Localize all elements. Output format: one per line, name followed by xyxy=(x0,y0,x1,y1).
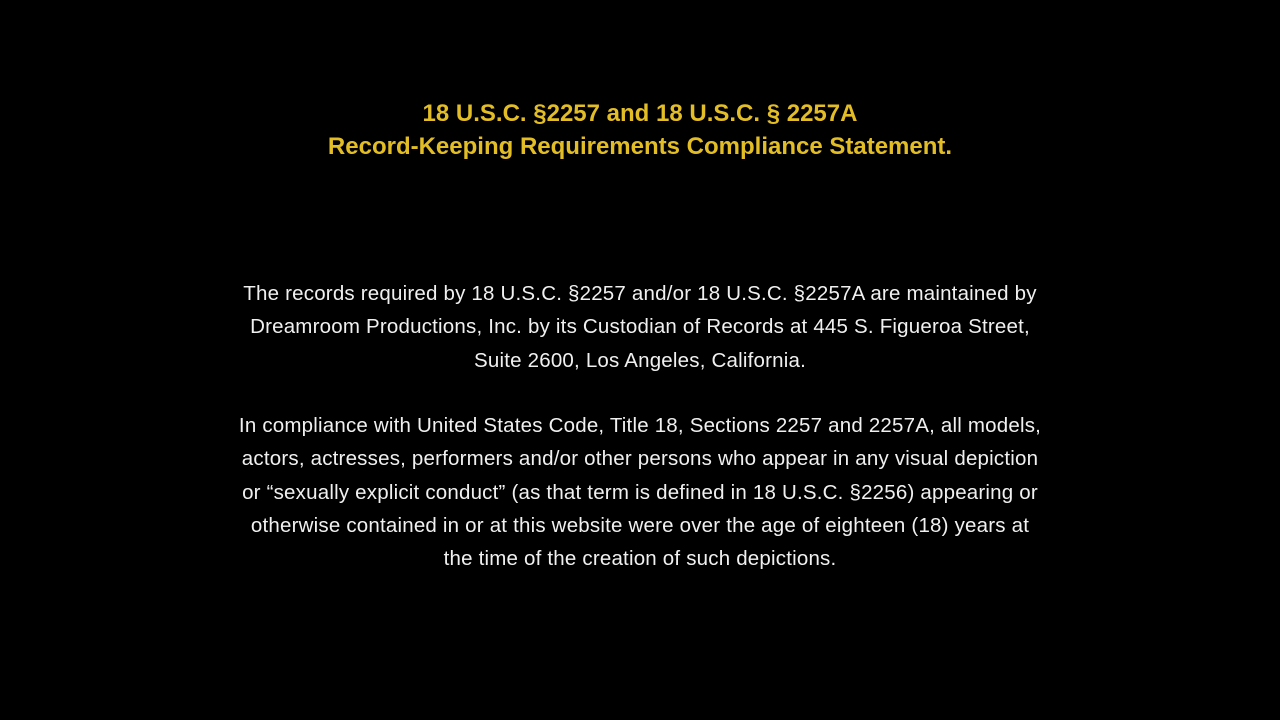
age-compliance-paragraph xyxy=(0,409,1280,575)
paragraph-line: The records required by 18 U.S.C. §2257 and/or 18 U.S.C. §2257A are maintained by xyxy=(243,282,1037,305)
paragraph-line: In compliance with United States Code, Title 18, Sections 2257 and 2257A, all models, xyxy=(238,414,1042,437)
paragraph-line: Dreamroom Productions, Inc. by its Custodian of Records at 445 S. Figueroa Street, xyxy=(250,315,1030,339)
page-title-line-1: 18 U.S.C. §2257 and 18 U.S.C. § 2257A xyxy=(422,100,858,127)
paragraph-line: Suite 2600, Los Angeles, California. xyxy=(474,348,806,372)
paragraph-line: or “sexually explicit conduct” (as that term is defined in 18 U.S.C. §2256) appearing or xyxy=(242,480,1038,504)
paragraph-line: otherwise contained in or at this website were over the age of eighteen (18) years at xyxy=(250,513,1030,537)
paragraph-line: the time of the creation of such depictions. xyxy=(443,547,837,571)
page-title-line-2: Record-Keeping Requirements Compliance Statement. xyxy=(327,133,953,160)
paragraph-line: actors, actresses, performers and/or other persons who appear in any visual depiction xyxy=(241,447,1039,471)
page-title xyxy=(0,97,1280,163)
records-custodian-paragraph xyxy=(0,277,1280,377)
